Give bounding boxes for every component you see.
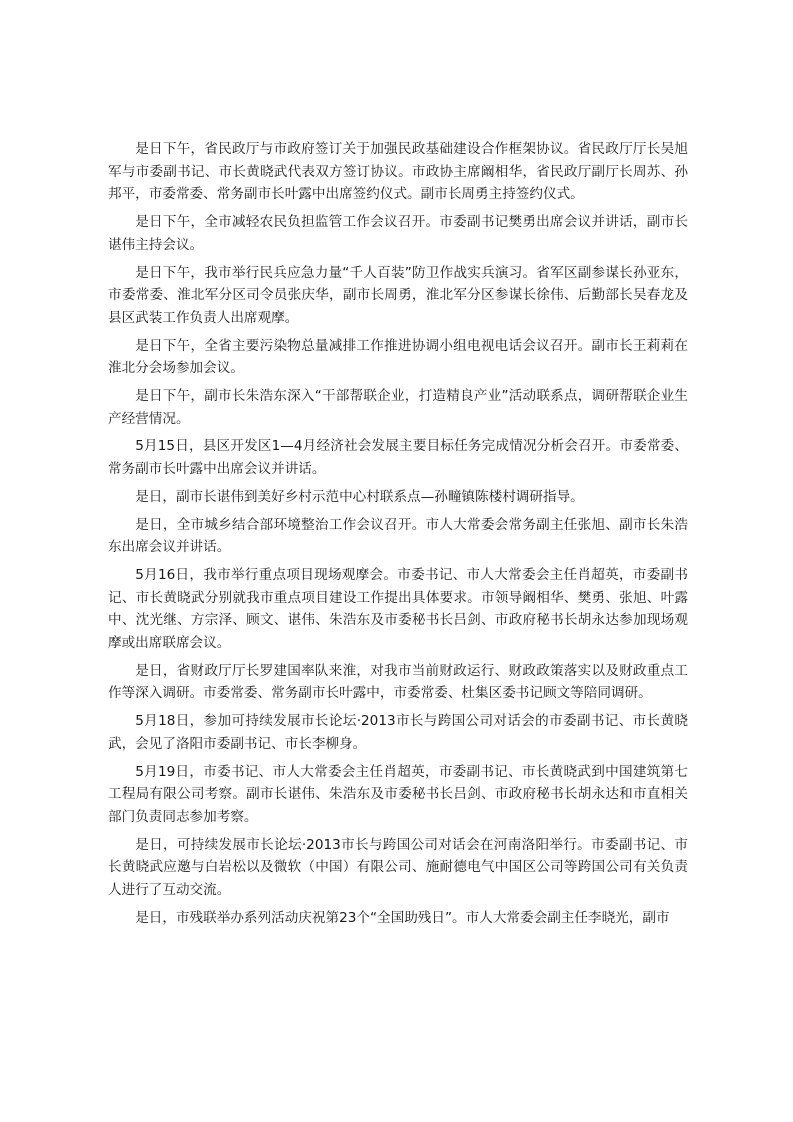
paragraph-8: 是日，全市城乡结合部环境整治工作会议召开。市人大常委会常务副主任张旭、副市长朱浩东出席会议并讲话。: [108, 516, 688, 556]
paragraph-7: 是日，副市长谌伟到美好乡村示范中心村联系点—孙疃镇陈楼村调研指导。: [135, 488, 584, 505]
paragraph-10: 是日，省财政厅厅长罗建国率队来淮，对我市当前财政运行、财政政策落实以及财政重点工作等深入调研。市委常委、常务副市长叶露中，市委常委、杜集区委书记顾文等陪同调研。: [108, 662, 688, 702]
document-body: [108, 138, 688, 935]
paragraph-3: 是日下午，我市举行民兵应急力量“千人百装”防卫作战实兵演习。省军区副参谋长孙亚东，市委常委、淮北军分区司令员张庆华，副市长周勇，淮北军分区参谋长徐伟、后勤部长吴春龙及县区武装工作负责人出席观摩。: [108, 264, 688, 326]
paragraph-11: 5月18日，参加可持续发展市长论坛·2013市长与跨国公司对话会的市委副书记、市长黄晓武，会见了洛阳市委副书记、市长李柳身。: [108, 713, 688, 752]
paragraph-4: 是日下午，全省主要污染物总量减排工作推进协调小组电视电话会议召开。副市长王莉莉在淮北分会场参加会议。: [108, 337, 688, 377]
paragraph-12: 5月19日，市委书记、市人大常委会主任肖超英，市委副书记、市长黄晓武到中国建筑第七工程局有限公司考察。副市长谌伟、朱浩东及市委秘书长吕剑、市政府秘书长胡永达和市直相关部门负责同志参加考察。: [108, 763, 688, 825]
paragraph-13: 是日，可持续发展市长论坛·2013市长与跨国公司对话会在河南洛阳举行。市委副书记、市长黄晓武应邀与白岩松以及微软（中国）有限公司、施耐德电气中国区公司等跨国公司有关负责人进行了互动交流。: [108, 836, 688, 899]
paragraph-2: 是日下午，全市减轻农民负担监管工作会议召开。市委副书记樊勇出席会议并讲话，副市长谌伟主持会议。: [108, 214, 688, 253]
paragraph-1: 是日下午，省民政厅与市政府签订关于加强民政基础建设合作框架协议。省民政厅厅长吴旭军与市委副书记、市长黄晓武代表双方签订协议。市政协主席阚相华，省民政厅副厅长周苏、孙邦平，市委常委、常务副市长叶露中出席签约仪式。副市长周勇主持签约仪式。: [108, 141, 688, 203]
paragraph-9: 5月16日，我市举行重点项目现场观摩会。市委书记、市人大常委会主任肖超英，市委副书记、市长黄晓武分别就我市重点项目建设工作提出具体要求。市领导阚相华、樊勇、张旭、叶露中、沈光继、方宗泽、顾文、谌伟、朱浩东及市委秘书长吕剑、市政府秘书长胡永达参加现场观摩或出席联席会议。: [108, 566, 688, 652]
paragraph-14: 是日，市残联举办系列活动庆祝第23个“全国助残日”。市人大常委会副主任李晓光，副市: [135, 909, 670, 926]
paragraph-5: 是日下午，副市长朱浩东深入“干部帮联企业，打造精良产业”活动联系点，调研帮联企业生产经营情况。: [108, 388, 688, 427]
paragraph-6: 5月15日，县区开发区1—4月经济社会发展主要目标任务完成情况分析会召开。市委常委、常务副市长叶露中出席会议并讲话。: [108, 438, 688, 478]
